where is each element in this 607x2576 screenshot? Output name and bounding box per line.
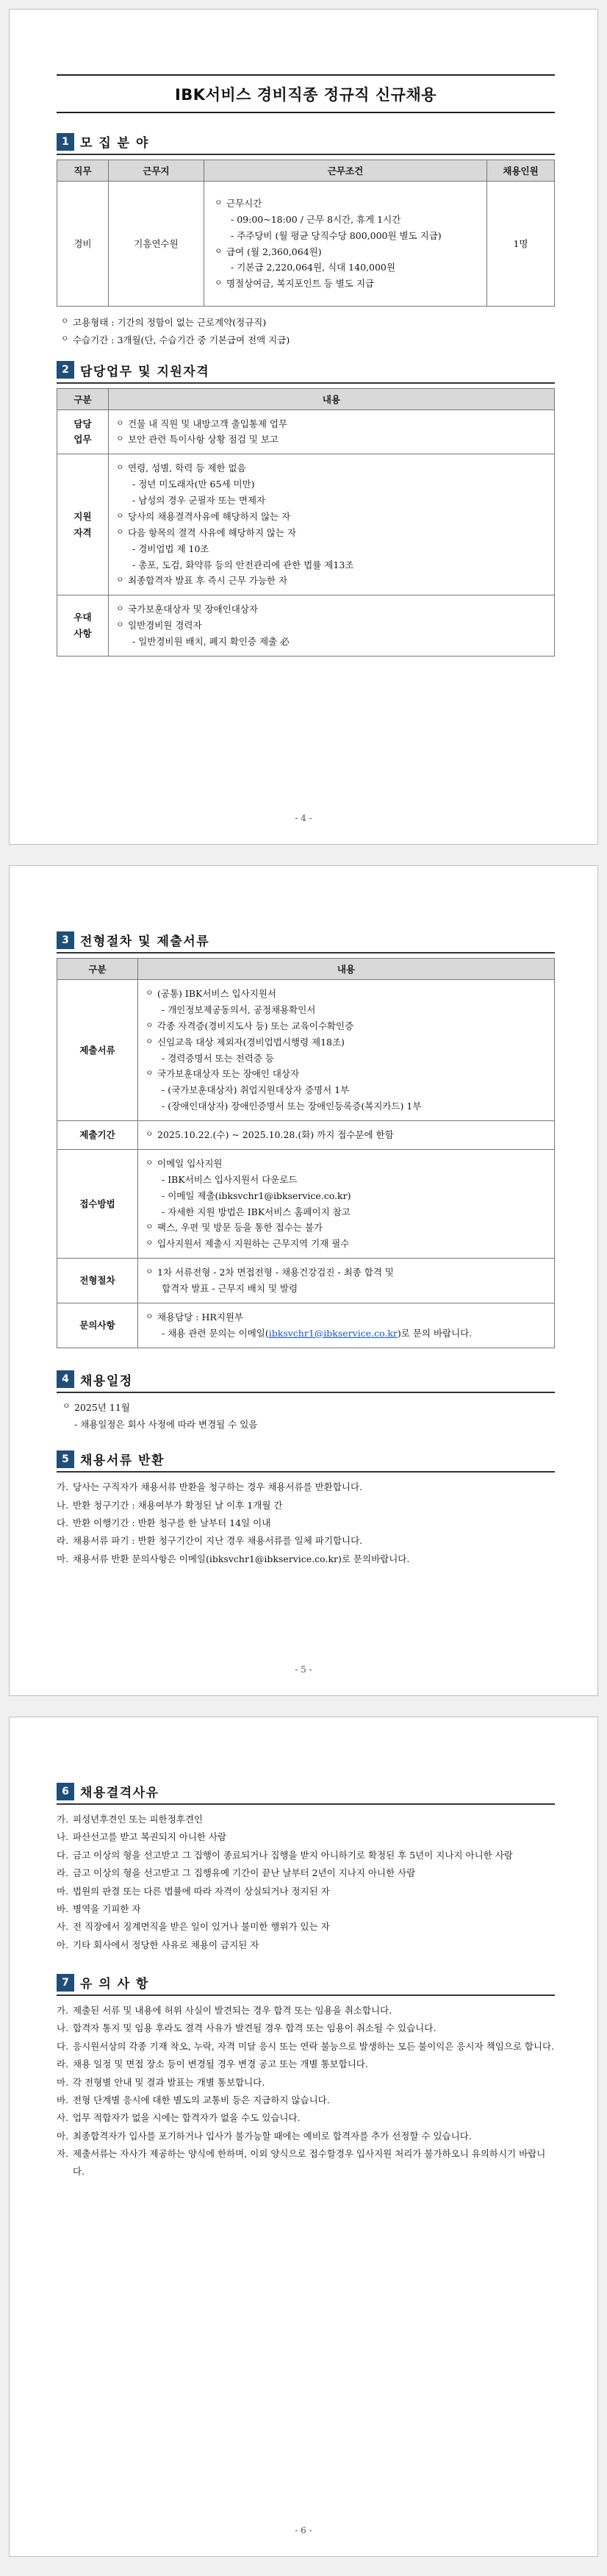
- row-content: [109, 454, 555, 595]
- list-text: 채용 일정 및 면접 장소 등이 변경될 경우 변경 공고 또는 개별 통보합니다.: [73, 2058, 368, 2070]
- list-item: [57, 2002, 555, 2019]
- list-text: 반환 이행기간 : 반환 청구를 한 날부터 14일 이내: [73, 1517, 271, 1528]
- process-table: [57, 958, 555, 1348]
- table-row: [57, 454, 555, 595]
- section-title: 담당업무 및 지원자격: [80, 364, 210, 379]
- row-content: [109, 595, 555, 656]
- page-number: - 5 -: [295, 1664, 312, 1675]
- list-marker: 라.: [57, 1535, 69, 1547]
- section-number-badge: 4: [57, 1370, 74, 1388]
- sub-line: - 기본급 2,220,064원, 식대 140,000원: [231, 262, 395, 273]
- contact-email-line: [146, 1325, 547, 1342]
- schedule-sub: - 채용일정은 회사 사정에 따라 변경될 수 있음: [74, 1419, 258, 1431]
- sub-line: - 자세한 지원 방법은 IBK서비스 홈페이지 참고: [162, 1206, 351, 1217]
- section-number-badge: 1: [57, 133, 74, 151]
- column-header: 근무지: [109, 160, 204, 182]
- list-item: [57, 2092, 555, 2109]
- recruit-notes: [57, 314, 555, 349]
- sub-line: - (국가보훈대상자) 취업지원대상자 증명서 1부: [162, 1084, 350, 1096]
- column-header: 근무조건: [204, 160, 487, 182]
- sub-line: - 이메일 제출(ibksvchr1@ibkservice.co.kr): [162, 1189, 351, 1201]
- table-row: [57, 182, 555, 307]
- bullet-line: ㅇ 1차 서류전형 - 2차 면접전형 - 채용건강검진 - 최종 합격 및: [146, 1264, 547, 1281]
- section-number-badge: 2: [57, 361, 74, 379]
- list-marker: 아.: [57, 2130, 69, 2142]
- location-cell: 기흥연수원: [109, 182, 204, 307]
- return-docs-list: [57, 1478, 555, 1568]
- bullet-line: ㅇ 2025.10.22.(수) ~ 2025.10.28.(화) 까지 접수분에 한함: [146, 1127, 547, 1143]
- section-number-badge: 6: [57, 1783, 74, 1800]
- list-item: [57, 1864, 555, 1882]
- list-marker: 나.: [57, 2022, 69, 2034]
- list-text: 전 직장에서 징계면직을 받은 일이 있거나 불미한 행위가 있는 자: [73, 1921, 330, 1933]
- sub-line: - (장애인대상자) 장애인증명서 또는 장애인등록증(복지카드) 1부: [162, 1101, 422, 1112]
- list-text: 업무 적합자가 없을 시에는 합격자가 없을 수도 있습니다.: [73, 2112, 301, 2124]
- list-marker: 마.: [57, 1885, 69, 1897]
- column-header: 내용: [138, 959, 555, 980]
- list-text: 전형 단계별 응시에 대한 별도의 교통비 등은 지급하지 않습니다.: [73, 2094, 330, 2105]
- list-item: [57, 1514, 555, 1532]
- bullet-line: ㅇ 근무시간: [215, 196, 479, 212]
- bullet-line: ㅇ 신임교육 대상 제외자(경비업법시행령 제18조): [146, 1034, 547, 1051]
- table-header-row: [57, 160, 555, 182]
- list-text: 당사는 구직자가 채용서류 반환을 청구하는 경우 채용서류를 반환합니다.: [73, 1481, 363, 1493]
- schedule-main: ㅇ 2025년 11월: [62, 1399, 555, 1417]
- list-marker: 마.: [57, 2076, 69, 2088]
- section-title: 채용서류 반환: [80, 1453, 165, 1469]
- bullet-line: ㅇ 명절상여금, 복지포인트 등 별도 지급: [215, 276, 479, 292]
- contact-email-link[interactable]: ibksvchr1@ibkservice.co.kr: [268, 1327, 398, 1339]
- list-text: 피성년후견인 또는 피한정후견인: [73, 1814, 203, 1825]
- sub-line: - 일반경비원 배치, 폐지 확인증 제출 必: [132, 636, 290, 647]
- section-schedule-header: [57, 1370, 555, 1393]
- list-item: [57, 1918, 555, 1936]
- list-text: 채용서류 파기 : 반환 청구기간이 지난 경우 채용서류를 일체 파기합니다.: [73, 1535, 363, 1547]
- list-item: [57, 1550, 555, 1568]
- contact-cell: [138, 1303, 555, 1348]
- list-marker: 라.: [57, 2058, 69, 2070]
- list-item: [57, 1497, 555, 1514]
- list-text: 제출된 서류 및 내용에 허위 사실이 발견되는 경우 합격 또는 임용을 취소합니다.: [73, 2005, 392, 2016]
- row-label: 지원 자격: [57, 454, 109, 595]
- list-item: [57, 2128, 555, 2145]
- document-page-4: [9, 9, 598, 845]
- bullet-line: ㅇ 국가보훈대상자 및 장애인대상자: [116, 601, 547, 618]
- page-number: - 4 -: [295, 813, 312, 823]
- bullet-line: ㅇ 일반경비원 경력자: [116, 618, 547, 634]
- section-title: 모 집 분 야: [80, 136, 149, 151]
- list-marker: 가.: [57, 1814, 69, 1825]
- bullet-line: ㅇ 다음 항목의 결격 사유에 해당하지 않는 자: [116, 525, 547, 541]
- sub-line: - 경비업법 제 10조: [132, 543, 209, 554]
- bullet-line: ㅇ 최종합격자 발표 후 즉시 근무 가능한 자: [116, 573, 547, 589]
- disqualification-list: [57, 1811, 555, 1954]
- row-label: 우대 사항: [57, 595, 109, 656]
- list-marker: 다.: [57, 2040, 69, 2052]
- row-label: 문의사항: [57, 1303, 138, 1348]
- list-text: 합격자 통지 및 임용 후라도 결격 사유가 발견될 경우 합격 또는 임용이 취소될 수 있습니다.: [73, 2022, 437, 2034]
- list-item: [57, 1936, 555, 1954]
- list-item: [57, 1900, 555, 1918]
- bullet-line: ㅇ 당사의 채용결격사유에 해당하지 않는 자: [116, 509, 547, 525]
- document-page-6: [9, 1717, 598, 2557]
- sub-line: - 09:00~18:00 / 근무 8시간, 휴게 1시간: [231, 213, 401, 225]
- bullet-line: ㅇ 보안 관련 특이사항 상황 점검 및 보고: [116, 432, 547, 448]
- list-marker: 바.: [57, 2094, 69, 2105]
- list-marker: 사.: [57, 2112, 69, 2124]
- table-header-row: [57, 959, 555, 980]
- bullet-line: ㅇ 각종 자격증(경비지도사 등) 또는 교육이수확인증: [146, 1018, 547, 1034]
- list-text: 병역을 기피한 자: [73, 1903, 141, 1914]
- column-header: 직무: [57, 160, 109, 182]
- contact-text: - 채용 관련 문의는 이메일(: [162, 1327, 269, 1339]
- table-header-row: [57, 388, 555, 409]
- list-item: [57, 2019, 555, 2037]
- sub-line: - 정년 미도래자(만 65세 미만): [132, 479, 255, 490]
- list-marker: 나.: [57, 1831, 69, 1843]
- section-number-badge: 7: [57, 1974, 74, 1992]
- conditions-cell: [204, 182, 487, 307]
- sub-line: - 개인정보제공동의서, 공정채용확인서: [162, 1003, 316, 1015]
- page-number: - 6 -: [295, 2525, 312, 2536]
- list-marker: 자.: [57, 2148, 69, 2159]
- list-item: [57, 2056, 555, 2073]
- contact-line: ㅇ 채용담당 : HR지원부: [146, 1309, 547, 1325]
- bullet-line: ㅇ 국가보훈대상자 또는 장애인 대상자: [146, 1066, 547, 1082]
- schedule-block: [57, 1399, 555, 1434]
- bullet-line: ㅇ 연령, 성별, 학력 등 제한 없음: [116, 460, 547, 476]
- list-text: 최종합격자가 입사를 포기하거나 입사가 불가능할 때에는 예비로 합격자를 추가 선정할 수 있습니다.: [73, 2130, 472, 2142]
- list-text: 응시원서상의 각종 기재 착오, 누락, 자격 미달 응시 또는 연락 불능으로 발생하는 모든 불이익은 응시자 책임으로 합니다.: [73, 2040, 555, 2052]
- note-item: ㅇ 고용형태 : 기간의 정함이 없는 근로계약(정규직): [61, 314, 555, 332]
- list-text: 각 전형별 안내 및 결과 발표는 개별 통보합니다.: [73, 2076, 265, 2088]
- row-label: 제출서류: [57, 980, 138, 1121]
- row-content: [138, 1149, 555, 1258]
- list-text: 기타 회사에서 정당한 사유로 채용이 금지된 자: [73, 1939, 259, 1950]
- sub-line: - 주주당비 (월 평균 당직수당 800,000원 별도 지급): [231, 229, 442, 241]
- document-page-5: [9, 865, 598, 1696]
- list-item: [57, 1828, 555, 1846]
- list-text: 금고 이상의 형을 선고받고 그 집행유예 기간이 끝난 날부터 2년이 지나지 아니한 사람: [73, 1867, 416, 1879]
- list-item: [57, 2074, 555, 2092]
- list-text: 제출서류는 자사가 제공하는 양식에 한하며, 이외 양식으로 접수할경우 입사지원 처리가 불가하오니 유의하시기 바랍니다.: [73, 2148, 546, 2178]
- list-item: [57, 1811, 555, 1828]
- table-row: [57, 1149, 555, 1258]
- bullet-line: ㅇ 급여 (월 2,360,064원): [215, 244, 479, 260]
- section-title: 유 의 사 항: [80, 1977, 149, 1992]
- sub-line: - 총포, 도검, 화약류 등의 안전관리에 관한 법률 제13조: [132, 559, 354, 570]
- section-return-header: [57, 1450, 555, 1473]
- table-row: [57, 1259, 555, 1303]
- list-text: 반환 청구기간 : 채용여부가 확정된 날 이후 1개월 간: [73, 1499, 283, 1511]
- section-number-badge: 5: [57, 1450, 74, 1468]
- sub-line: - 경력증명서 또는 전력증 등: [162, 1052, 274, 1064]
- section-recruit-field-header: [57, 132, 555, 155]
- list-item: [57, 2038, 555, 2056]
- table-row: [57, 595, 555, 656]
- document-title: IBK서비스 경비직종 정규직 신규채용: [57, 74, 555, 113]
- list-marker: 아.: [57, 1939, 69, 1950]
- list-marker: 마.: [57, 1553, 69, 1564]
- duty-table: [57, 388, 555, 656]
- row-content: [138, 980, 555, 1121]
- conditions-list: [215, 196, 479, 292]
- row-label: 전형절차: [57, 1259, 138, 1303]
- row-content: [138, 1259, 555, 1303]
- list-marker: 가.: [57, 2005, 69, 2016]
- sub-line: - 남성의 경우 군필자 또는 면제자: [132, 495, 266, 506]
- bullet-line: ㅇ 입사지원서 제출시 지원하는 근무지역 기재 필수: [146, 1236, 547, 1252]
- job-cell: 경비: [57, 182, 109, 307]
- list-marker: 나.: [57, 1499, 69, 1511]
- table-row: [57, 1121, 555, 1150]
- list-item: [57, 2109, 555, 2127]
- section-notice-header: [57, 1973, 555, 1996]
- row-label: 제출기간: [57, 1121, 138, 1150]
- section-disqualification-header: [57, 1782, 555, 1805]
- list-marker: 라.: [57, 1867, 69, 1879]
- sub-line: 합격자 발표 - 근무지 배치 및 발령: [162, 1283, 298, 1294]
- list-text: 법원의 판결 또는 다른 법률에 따라 자격이 상실되거나 정지된 자: [73, 1885, 330, 1897]
- list-marker: 바.: [57, 1903, 69, 1914]
- table-row: [57, 409, 555, 454]
- table-row: [57, 1303, 555, 1348]
- list-marker: 다.: [57, 1517, 69, 1528]
- row-label: 접수방법: [57, 1149, 138, 1258]
- table-row: [57, 980, 555, 1121]
- list-marker: 다.: [57, 1849, 69, 1861]
- column-header: 채용인원: [487, 160, 555, 182]
- bullet-line: ㅇ 팩스, 우편 및 방문 등을 통한 접수는 불가: [146, 1220, 547, 1236]
- column-header: 내용: [109, 388, 555, 409]
- column-header: 구분: [57, 959, 138, 980]
- list-text: 파산선고를 받고 복권되지 아니한 사람: [73, 1831, 227, 1843]
- section-title: 채용일정: [80, 1373, 133, 1389]
- section-title: 채용결격사유: [80, 1786, 159, 1800]
- list-item: [57, 1478, 555, 1496]
- row-content: [138, 1121, 555, 1150]
- sub-line: - IBK서비스 입사지원서 다운로드: [162, 1173, 298, 1185]
- row-content: [109, 409, 555, 454]
- note-item: ㅇ 수습기간 : 3개월(단, 수습기간 중 기본급여 전액 지급): [61, 332, 555, 349]
- list-item: [57, 1883, 555, 1900]
- section-duty-header: [57, 361, 555, 384]
- list-item: [57, 1532, 555, 1550]
- row-label: 담당 업무: [57, 409, 109, 454]
- contact-text: )로 문의 바랍니다.: [397, 1327, 473, 1339]
- bullet-line: ㅇ 이메일 입사지원: [146, 1156, 547, 1172]
- notice-list: [57, 2002, 555, 2181]
- count-cell: 1명: [487, 182, 555, 307]
- list-item: [57, 2145, 555, 2181]
- section-process-header: [57, 931, 555, 954]
- list-text: 채용서류 반환 문의사항은 이메일(ibksvchr1@ibkservice.co.kr)로 문의바랍니다.: [73, 1553, 410, 1564]
- list-text: 금고 이상의 형을 선고받고 그 집행이 종료되거나 집행을 받지 아니하기로 확정된 후 5년이 지나지 아니한 사람: [73, 1849, 513, 1861]
- list-item: [57, 1847, 555, 1864]
- duty-table-body: [57, 409, 555, 656]
- bullet-line: ㅇ (공통) IBK서비스 입사지원서: [146, 986, 547, 1002]
- column-header: 구분: [57, 388, 109, 409]
- recruit-field-table: [57, 160, 555, 307]
- list-marker: 사.: [57, 1921, 69, 1933]
- section-title: 전형절차 및 제출서류: [80, 934, 210, 949]
- bullet-line: ㅇ 건물 내 직원 및 내방고객 출입통제 업무: [116, 416, 547, 432]
- section-number-badge: 3: [57, 931, 74, 949]
- process-table-body: [57, 980, 555, 1303]
- list-marker: 가.: [57, 1481, 69, 1493]
